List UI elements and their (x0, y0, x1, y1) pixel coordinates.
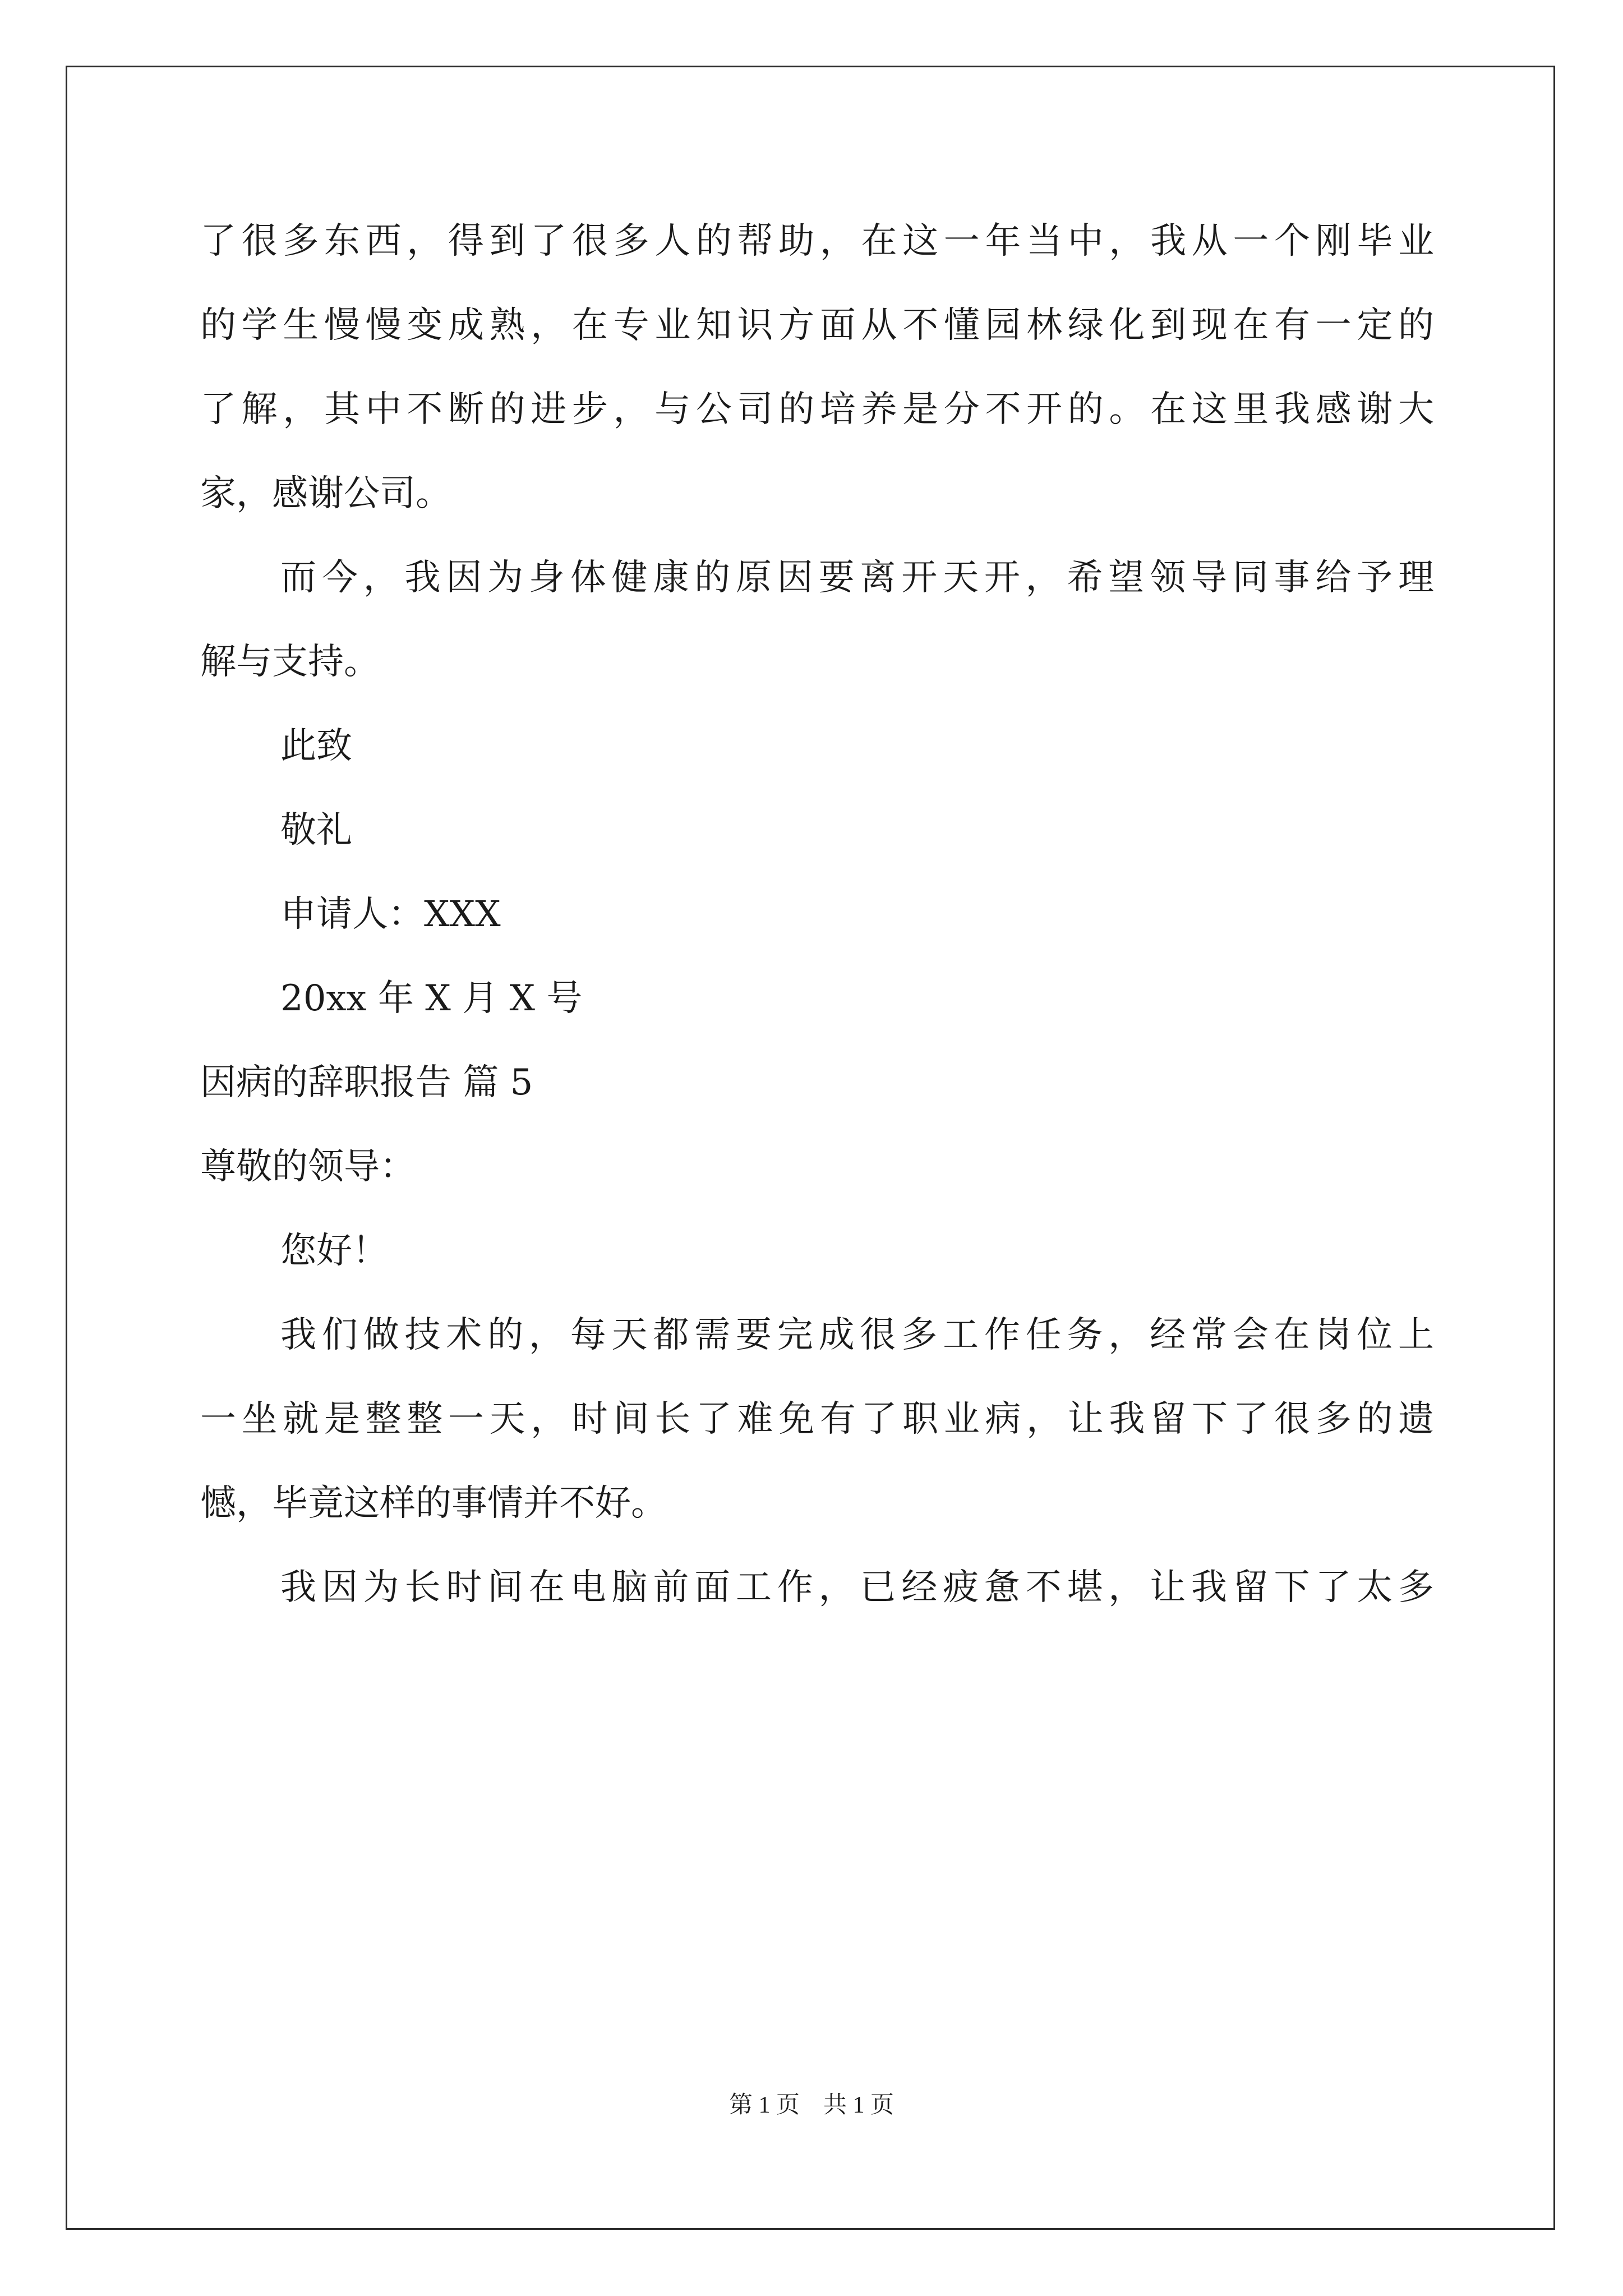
closing-salutation: 此致 (280, 725, 352, 767)
paragraph-line: 憾，毕竟这样的事情并不好。 (200, 1483, 667, 1524)
letter-date: 20xx 年 X 月 X 号 (280, 978, 583, 1019)
paragraph-line: 解与支持。 (200, 641, 380, 683)
closing-regards: 敬礼 (280, 809, 352, 851)
applicant-name: 申请人：XXX (280, 894, 501, 935)
greeting: 您好！ (280, 1230, 388, 1272)
paragraph-line: 而今，我因为身体健康的原因要离开天开，希望领导同事给予理 (280, 557, 1434, 599)
page-footer: 第 1 页 共 1 页 (728, 2092, 894, 2118)
section-heading: 因病的辞职报告 篇 5 (200, 1062, 533, 1103)
greeting-recipient: 尊敬的领导： (200, 1146, 416, 1188)
paragraph-line: 的学生慢慢变成熟，在专业知识方面从不懂园林绿化到现在有一定的 (200, 305, 1434, 346)
paragraph-line: 我们做技术的，每天都需要完成很多工作任务，经常会在岗位上 (280, 1314, 1434, 1356)
paragraph-line: 了很多东西，得到了很多人的帮助，在这一年当中，我从一个刚毕业 (200, 220, 1434, 262)
paragraph-line: 家，感谢公司。 (200, 473, 451, 514)
paragraph-line: 一坐就是整整一天，时间长了难免有了职业病，让我留下了很多的遗 (200, 1398, 1434, 1440)
paragraph-line: 我因为长时间在电脑前面工作，已经疲惫不堪，让我留下了太多 (280, 1567, 1434, 1608)
paragraph-line: 了解，其中不断的进步，与公司的培养是分不开的。在这里我感谢大 (200, 389, 1434, 430)
